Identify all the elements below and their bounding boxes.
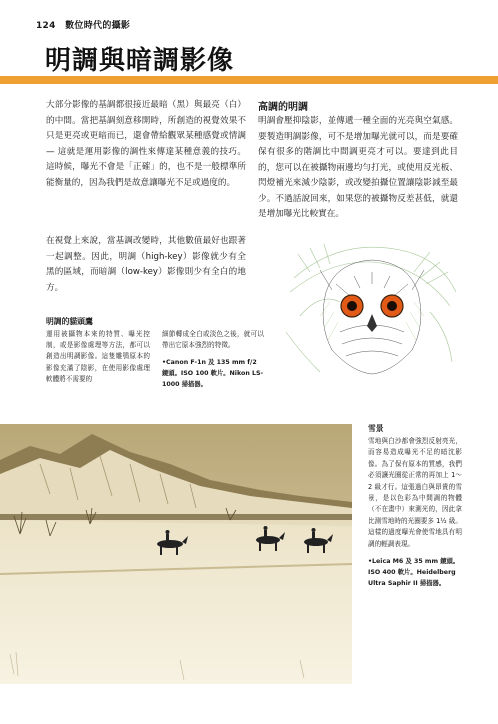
owl-caption: •Canon F-1n 及 135 mm f/2 鏡頭。ISO 100 軟片。Nikon LS-1000 掃描器。	[162, 359, 264, 389]
owl-sidebar-text-1: 運用被攝物本來的特質、曝光控制，或是影像處理等方法，都可以創造出明調影像。這隻雕鴞原本的影像充滿了陰影，在使用影像處理軟體將不需要的	[46, 330, 150, 383]
page-number: 124	[36, 21, 56, 31]
intro-paragraph-2: 在視覺上來說，當基調改變時，其他數值最好也跟著一起調整。因此，明調（high-key）影像就少有全黑的區域，而暗調（low-key）影像則少有全白的地方。	[46, 236, 246, 293]
owl-image	[280, 232, 464, 382]
snow-sidebar	[368, 423, 462, 589]
intro-paragraph-1: 大部分影像的基調都很接近最暗（黑）與最亮（白）的中間。當把基調刻意移開時，所創造的視覺效果不只是更亮或更暗而已，還會帶給觀眾某種感覺或情調 — 這就是運用影像的調性來傳達某種意義的技巧。這時候，曝光不會是「正確」的，也不是一般標準所能衡量的，因為我們是故意讓曝光不足或過度的。	[46, 100, 246, 188]
running-header	[36, 18, 130, 31]
section-name: 數位時代的攝影	[65, 21, 131, 31]
snow-sidebar-heading: 雪景	[368, 424, 384, 433]
snow-landscape-photo	[0, 424, 352, 684]
owl-sidebar	[46, 316, 264, 390]
snow-caption: •Leica M6 及 35 mm 鏡頭。ISO 400 軟片。Heidelberg Ultra Saphir II 掃描器。	[368, 558, 460, 588]
highkey-text: 明調會壓抑陰影，並傳遞一種全面的光亮與空氣感。要製造明調影像，可不是增加曝光就可以，而是要確保有很多的階調比中間調更亮才可以。要達到此目的，您可以在被攝物兩邊均勻打光，或使用反光板、閃燈補光來減少陰影，或改變拍攝位置讓陰影減至最少。不過話說回來，如果您的被攝物反差甚低，就還是增加曝光比較實在。	[258, 116, 458, 219]
owl-sidebar-heading: 明調的貓頭鷹	[46, 317, 93, 326]
accent-bar	[0, 76, 498, 84]
highkey-section	[258, 98, 458, 223]
highkey-heading: 高調的明調	[258, 102, 308, 113]
snow-sidebar-text: 雪地與白沙都會強烈反射亮光，而容易造成曝光不足的暗沈影像。為了保有原本的質感，我們必須讓光圈從正常的再加上 1～2 級才行。這張過白與昂貴的雪景，是以色彩為中間調的物體（不在畫中）來測光的，因此拿比測雪地時的光圈要多 1½ 級。這樣的過度曝光會使雪地具有明調的輕調表現。	[368, 437, 462, 548]
owl-sidebar-text-2: 細節轉成全白或淡色之後，就可以帶出它原本強烈的特徵。	[162, 330, 264, 350]
page-title: 明調與暗調影像	[45, 46, 235, 76]
